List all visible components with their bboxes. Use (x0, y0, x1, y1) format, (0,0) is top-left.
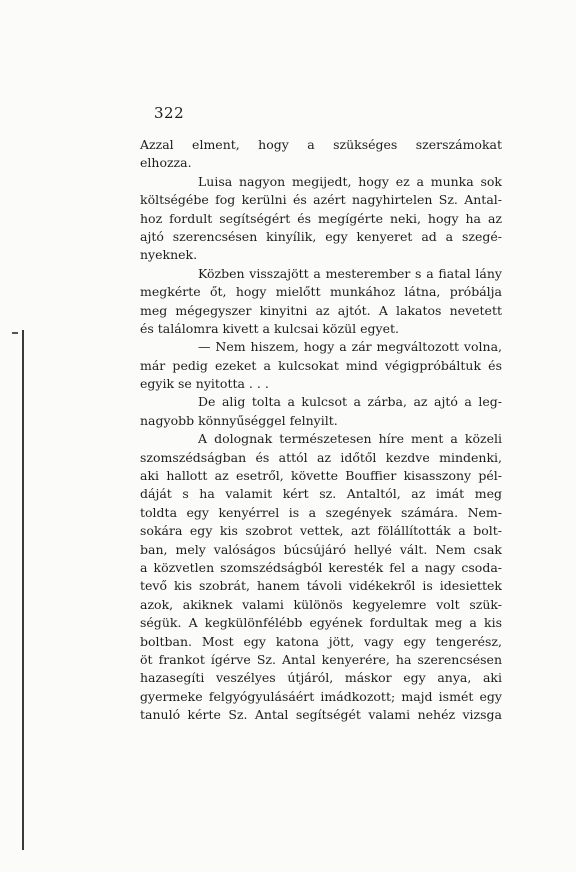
text-line: dáját s ha valamit kért sz. Antaltól, az imát meg (140, 486, 502, 502)
text-line: boltban. Most egy katona jött, vagy egy tengerész, (140, 633, 502, 649)
text-line: aki hallott az esetről, követte Bouffier kisasszony pél- (140, 468, 502, 484)
text-line: — Nem hiszem, hogy a zár megváltozott volna, (198, 339, 502, 355)
body-text (140, 136, 502, 725)
text-line: De alig tolta a kulcsot a zárba, az ajtó a leg- (198, 394, 502, 410)
text-line: tevő kis szobrát, hanem távoli vidékekről is idesiettek (140, 578, 502, 594)
text-line: ajtó szerencsésen kinyílik, egy kenyeret ad a szegé- (140, 228, 502, 244)
text-line: már pedig ezeket a kulcsokat mind végigpróbáltuk és (140, 357, 502, 373)
text-line: hoz fordult segítségért és megígérte neki, hogy ha az (140, 210, 502, 226)
text-line: egyik se nyitotta . . . (140, 376, 269, 392)
text-line: és találomra kivett a kulcsai közül egyet. (140, 320, 399, 336)
text-line: Luisa nagyon megijedt, hogy ez a munka sok (198, 173, 502, 189)
text-line: hazasegíti veszélyes útjáról, máskor egy anya, aki (140, 670, 502, 686)
text-line: ségük. A kegkülönfélébb egyének fordultak meg a kis (140, 615, 502, 631)
page-number: 322 (154, 104, 185, 122)
text-line: Azzal elment, hogy a szükséges szerszámokat (140, 137, 502, 152)
text-line: meg mégegyszer kinyitni az ajtót. A lakatos nevetett (140, 302, 502, 318)
text-line: ban, mely valóságos búcsújáró hellyé vált. Nem csak (140, 541, 502, 557)
text-line: Közben visszajött a mesterember s a fiatal lány (198, 265, 502, 281)
text-line: költségébe fog kerülni és azért nagyhirtelen Sz. Antal- (140, 192, 502, 208)
binding-mark (12, 332, 18, 334)
text-line: megkérte őt, hogy mielőtt munkához látna, próbálja (140, 284, 502, 300)
text-line: elhozza. (140, 155, 192, 171)
text-line: gyermeke felgyógyulásáért imádkozott; majd ismét egy (140, 688, 502, 704)
text-line: toldta egy kenyérrel is a szegények számára. Nem- (140, 504, 502, 520)
text-line: öt frankot ígérve Sz. Antal kenyerére, ha szerencsésen (140, 651, 502, 667)
text-line: azok, akiknek valami különös kegyelemre volt szük- (140, 596, 502, 612)
text-line: A dolognak természetesen híre ment a közeli (198, 431, 502, 447)
text-line: a közvetlen szomszédságból keresték fel a nagy csoda- (140, 559, 502, 575)
text-line: nyeknek. (140, 247, 198, 263)
text-line: sokára egy kis szobrot vettek, azt fölállították a bolt- (140, 523, 502, 539)
text-line: szomszédságban és attól az időtől kezdve mindenki, (140, 449, 502, 465)
text-line: nagyobb könnyűséggel felnyilt. (140, 412, 338, 428)
text-line: tanuló kérte Sz. Antal segítségét valami nehéz vizsga (140, 707, 502, 723)
binding-edge-line (22, 330, 24, 850)
